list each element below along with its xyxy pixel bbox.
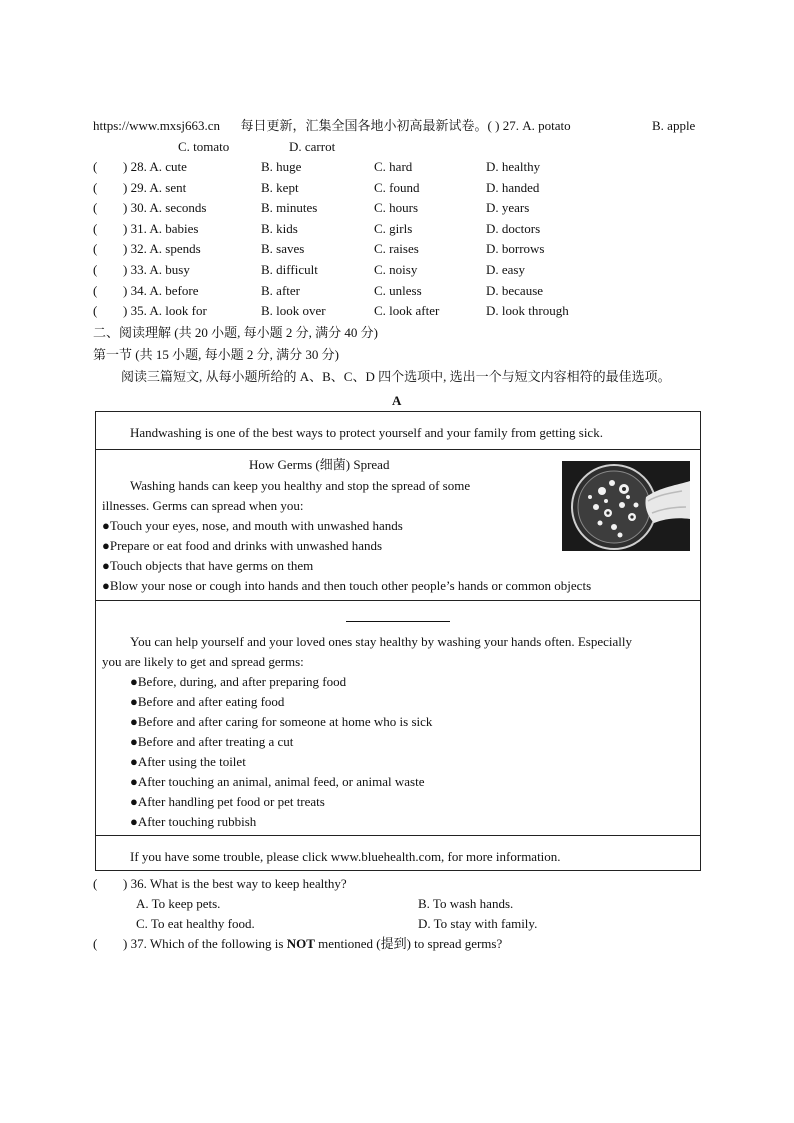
option-c: C. hard xyxy=(374,159,413,174)
germs-paragraph-line: illnesses. Germs can spread when you: xyxy=(102,498,304,513)
question-number: 33. xyxy=(130,262,147,277)
germs-bullet-item: ●Touch your eyes, nose, and mouth with unwashed hands xyxy=(102,518,403,533)
help-bullet-item: ●After touching rubbish xyxy=(130,814,257,829)
option-d: D. borrows xyxy=(486,241,545,257)
help-bullet-item: ●After handling pet food or pet treats xyxy=(130,794,325,809)
option-c: C. found xyxy=(374,179,420,195)
part-title: 第一节 (共 15 小题, 每小题 2 分, 满分 30 分) xyxy=(93,347,339,362)
question-text: mentioned (提到) to spread germs? xyxy=(314,936,503,951)
question-emphasis: NOT xyxy=(286,936,315,951)
paren-open[interactable]: ( xyxy=(93,179,98,195)
germs-section-title: How Germs (细菌) Spread xyxy=(249,457,390,472)
passage-intro: Handwashing is one of the best ways to protect yourself and your family from getting sick. xyxy=(130,425,603,440)
question-36 xyxy=(93,876,347,892)
option-b: B. huge xyxy=(261,159,302,174)
help-bullet-item: ●Before and after eating food xyxy=(130,694,285,709)
option-c: C. look after xyxy=(374,303,440,319)
option-c: C. raises xyxy=(374,241,419,257)
option-a: A. cute xyxy=(149,159,187,174)
paren-open[interactable]: ( xyxy=(93,936,98,951)
paren-open[interactable]: ( xyxy=(93,876,98,891)
help-bullet-item: ●Before and after treating a cut xyxy=(130,734,294,749)
cloze-question-row xyxy=(93,200,206,216)
option-a: A. seconds xyxy=(149,200,207,216)
option-a: A. spends xyxy=(149,241,201,257)
option-a: A. sent xyxy=(149,179,187,195)
option-d: D. healthy xyxy=(486,159,541,174)
source-notice: 每日更新，汇集全国各地小初高最新试卷。 xyxy=(240,118,488,133)
option-a: A. before xyxy=(149,282,199,298)
option-d: D. doctors xyxy=(486,220,541,236)
help-paragraph-line: you are likely to get and spread germs: xyxy=(102,654,304,669)
help-bullet-item: ●Before and after caring for someone at home who is sick xyxy=(130,714,433,729)
germs-paragraph-line: Washing hands can keep you healthy and stop the spread of some xyxy=(130,478,471,493)
paren-open[interactable]: ( xyxy=(93,241,98,257)
option-d: D. look through xyxy=(486,303,569,319)
option-b: B. minutes xyxy=(261,200,318,216)
answer-paren-27[interactable]: ( ) xyxy=(487,118,500,133)
question-number: 31. xyxy=(130,220,147,236)
paren-open[interactable]: ( xyxy=(93,200,98,216)
question-number: 34. xyxy=(130,282,147,298)
option-c: C. hours xyxy=(374,200,419,216)
option-b: B. difficult xyxy=(261,262,318,277)
germs-bullet-item: ●Blow your nose or cough into hands and then touch other people’s hands or common objects xyxy=(102,578,592,593)
option-a-36: A. To keep pets. xyxy=(136,896,221,911)
paren-close[interactable]: ) xyxy=(123,179,128,195)
source-url[interactable]: https://www.mxsj663.cn xyxy=(93,118,220,133)
question-37 xyxy=(93,936,502,952)
cloze-question-row xyxy=(93,180,186,196)
paren-open[interactable]: ( xyxy=(93,282,98,298)
question-number: 37. xyxy=(130,936,147,951)
option-b: B. look over xyxy=(261,303,326,319)
question-text: Which of the following is xyxy=(149,936,287,951)
paren-open[interactable]: ( xyxy=(93,262,98,277)
cloze-question-row xyxy=(93,241,201,257)
option-c: C. noisy xyxy=(374,262,418,277)
paren-close[interactable]: ) xyxy=(123,936,128,951)
option-d-36: D. To stay with family. xyxy=(418,916,538,931)
option-c: C. unless xyxy=(374,282,422,298)
question-number: 29. xyxy=(130,179,147,195)
option-c-36: C. To eat healthy food. xyxy=(136,916,255,931)
question-number: 36. xyxy=(130,876,147,891)
petri-dish-photo xyxy=(562,461,690,551)
cloze-question-row xyxy=(93,283,198,299)
question-number-27: 27. xyxy=(502,118,519,133)
germs-bullet-item: ●Touch objects that have germs on them xyxy=(102,558,314,573)
question-number: 28. xyxy=(130,159,147,174)
germs-bullet-item: ●Prepare or eat food and drinks with unwashed hands xyxy=(102,538,383,553)
option-d: D. because xyxy=(486,282,544,298)
cloze-question-row xyxy=(93,262,190,278)
instructions: 阅读三篇短文, 从每小题所给的 A、B、C、D 四个选项中, 选出一个与短文内容相符的最佳选项。 xyxy=(121,369,671,384)
paren-open[interactable]: ( xyxy=(93,303,98,319)
paren-open[interactable]: ( xyxy=(93,159,98,174)
divider xyxy=(96,835,700,836)
question-number: 30. xyxy=(130,200,147,216)
option-c: C. girls xyxy=(374,220,413,236)
option-a-27: A. potato xyxy=(522,118,571,133)
option-a: A. look for xyxy=(149,303,207,319)
cloze-question-row xyxy=(93,159,187,175)
option-b-36: B. To wash hands. xyxy=(418,896,514,911)
passage-footer: If you have some trouble, please click www.bluehealth.com, for more information. xyxy=(130,849,561,864)
section-title: 二、阅读理解 (共 20 小题, 每小题 2 分, 满分 40 分) xyxy=(93,325,378,340)
question-text: What is the best way to keep healthy? xyxy=(149,876,347,891)
divider xyxy=(96,449,700,450)
option-b-27: B. apple xyxy=(652,118,696,133)
option-a: A. busy xyxy=(149,262,190,277)
option-d: D. years xyxy=(486,200,530,216)
subtitle-blank[interactable] xyxy=(346,608,450,628)
help-bullet-item: ●After touching an animal, animal feed, or animal waste xyxy=(130,774,425,789)
question-number: 32. xyxy=(130,241,147,257)
option-b: B. saves xyxy=(261,241,305,257)
option-d-27: D. carrot xyxy=(289,139,336,154)
help-bullet-item: ●After using the toilet xyxy=(130,754,246,769)
option-b: B. kids xyxy=(261,220,298,236)
paren-close[interactable]: ) xyxy=(123,262,128,277)
paren-close[interactable]: ) xyxy=(123,876,128,891)
option-d: D. handed xyxy=(486,179,540,195)
paren-close[interactable]: ) xyxy=(123,282,128,298)
option-b: B. kept xyxy=(261,179,299,195)
question-number: 35. xyxy=(130,303,147,319)
option-d: D. easy xyxy=(486,262,525,277)
paren-close[interactable]: ) xyxy=(123,303,128,319)
option-c-27: C. tomato xyxy=(178,139,230,154)
option-a: A. babies xyxy=(149,220,199,236)
paren-close[interactable]: ) xyxy=(123,220,128,236)
paren-close[interactable]: ) xyxy=(123,241,128,257)
help-paragraph-line: You can help yourself and your loved ones stay healthy by washing your hands often. Especially xyxy=(130,634,632,649)
passage-box xyxy=(95,411,701,871)
paren-close[interactable]: ) xyxy=(123,200,128,216)
divider xyxy=(96,600,700,601)
paren-open[interactable]: ( xyxy=(93,220,98,236)
cloze-question-row xyxy=(93,303,207,319)
passage-letter: A xyxy=(392,393,402,408)
paren-close[interactable]: ) xyxy=(123,159,128,174)
help-bullet-item: ●Before, during, and after preparing food xyxy=(130,674,347,689)
header-line xyxy=(93,118,571,134)
cloze-question-row xyxy=(93,221,199,237)
option-b: B. after xyxy=(261,282,300,298)
